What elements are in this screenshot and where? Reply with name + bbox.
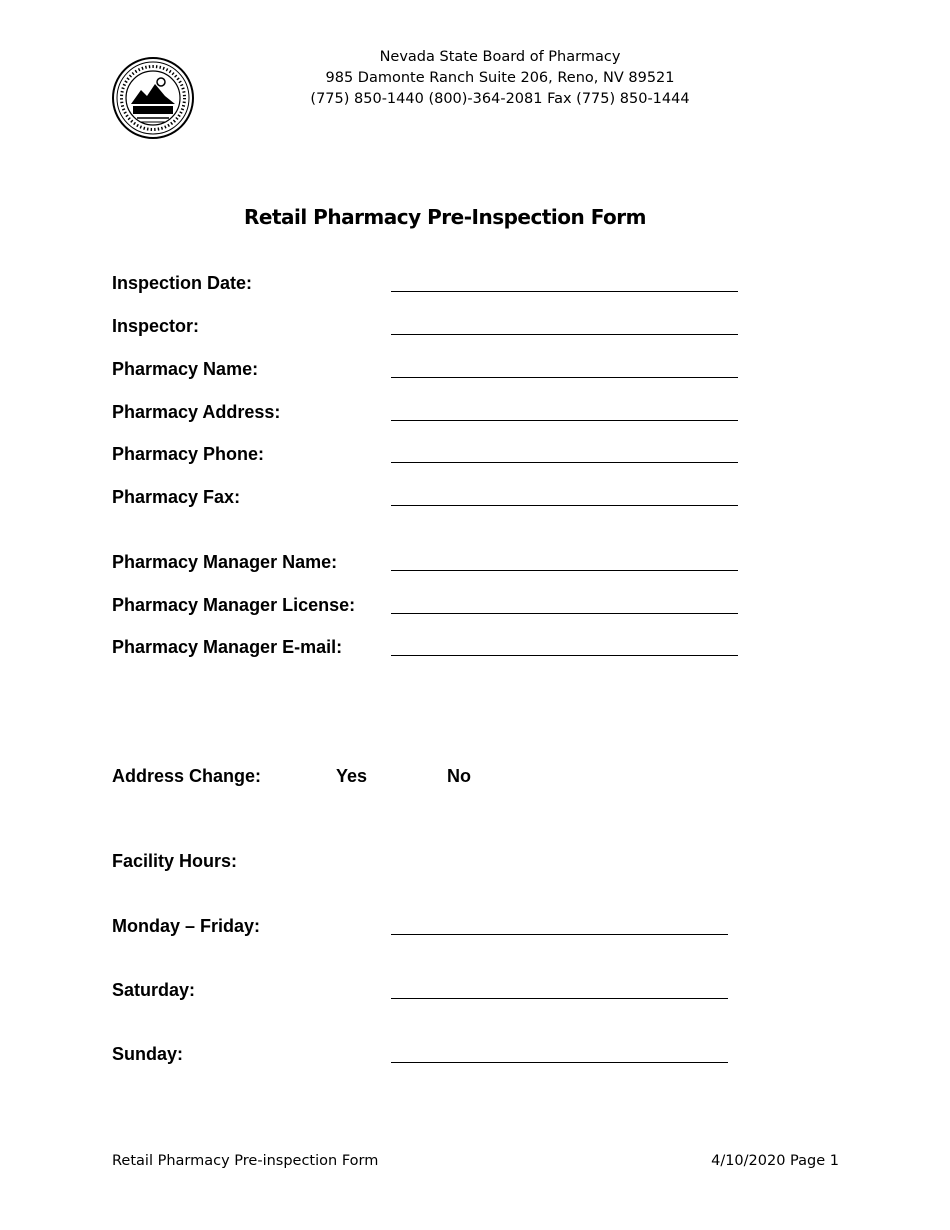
pharmacy-address-field[interactable]: [391, 420, 738, 421]
manager-name-field[interactable]: [391, 570, 738, 571]
address-change-label: Address Change:: [112, 766, 262, 786]
pharmacy-name-label: Pharmacy Name:: [112, 359, 259, 379]
address-change-no[interactable]: No: [447, 766, 471, 786]
pharmacy-phone-label: Pharmacy Phone:: [112, 444, 265, 464]
manager-license-label: Pharmacy Manager License:: [112, 595, 356, 615]
inspection-date-field[interactable]: [391, 291, 738, 292]
manager-email-label: Pharmacy Manager E-mail:: [112, 637, 343, 657]
manager-email-field[interactable]: [391, 655, 738, 656]
inspector-field[interactable]: [391, 334, 738, 335]
inspector-label: Inspector:: [112, 316, 200, 336]
address-change-yes[interactable]: Yes: [336, 766, 368, 786]
pharmacy-fax-label: Pharmacy Fax:: [112, 487, 241, 507]
org-address: 985 Damonte Ranch Suite 206, Reno, NV 89521: [325, 70, 675, 86]
saturday-hours-label: Saturday:: [112, 980, 196, 1000]
letterhead: [250, 47, 750, 110]
state-seal-icon: [111, 56, 195, 140]
facility-hours-heading: Facility Hours:: [112, 851, 238, 871]
footer-date-page: 4/10/2020 Page 1: [711, 1153, 839, 1169]
sunday-hours-label: Sunday:: [112, 1044, 184, 1064]
pharmacy-fax-field[interactable]: [391, 505, 738, 506]
page-title: Retail Pharmacy Pre-Inspection Form: [243, 205, 646, 229]
manager-license-field[interactable]: [391, 613, 738, 614]
pharmacy-address-label: Pharmacy Address:: [112, 402, 281, 422]
manager-name-label: Pharmacy Manager Name:: [112, 552, 338, 572]
inspection-date-label: Inspection Date:: [112, 273, 253, 293]
saturday-hours-field[interactable]: [391, 998, 728, 999]
pharmacy-name-field[interactable]: [391, 377, 738, 378]
pharmacy-phone-field[interactable]: [391, 462, 738, 463]
sunday-hours-field[interactable]: [391, 1062, 728, 1063]
org-phone-fax: (775) 850-1440 (800)-364-2081 Fax (775) 850-1444: [310, 91, 690, 107]
weekday-hours-label: Monday – Friday:: [112, 916, 261, 936]
footer-form-name: Retail Pharmacy Pre-inspection Form: [112, 1153, 379, 1169]
org-name: Nevada State Board of Pharmacy: [379, 49, 621, 65]
weekday-hours-field[interactable]: [391, 934, 728, 935]
